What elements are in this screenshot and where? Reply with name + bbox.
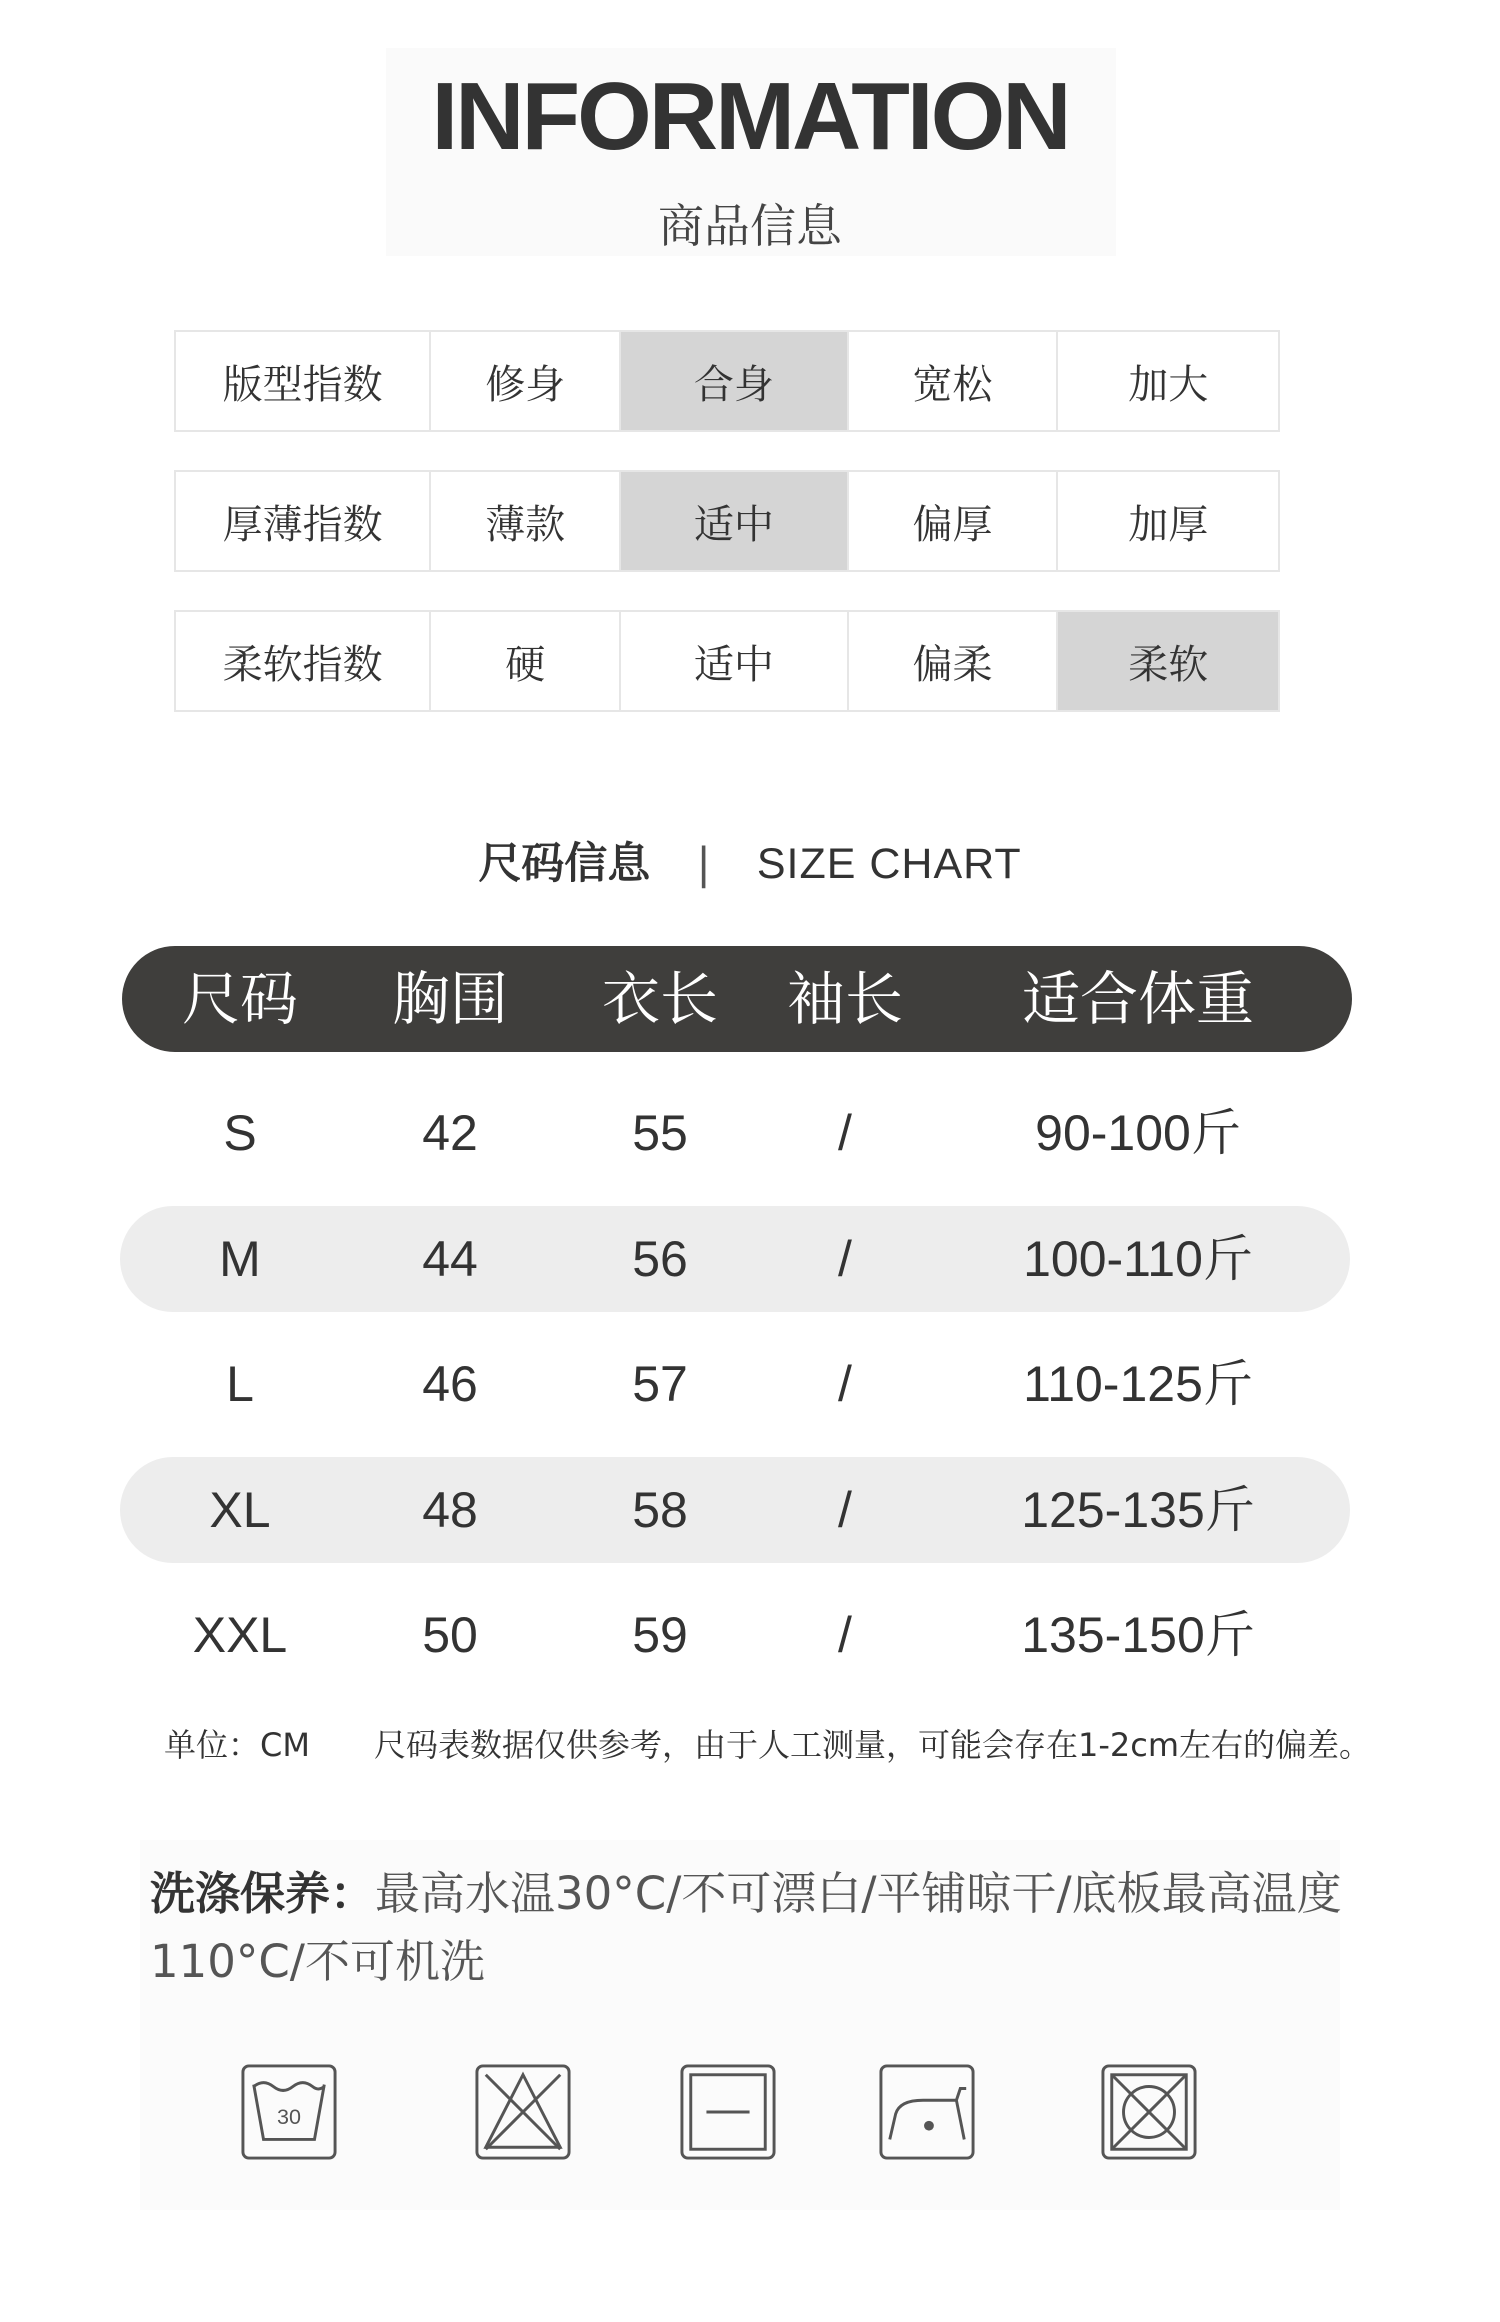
care-text: 最高水温30°C/不可漂白/平铺晾干/底板最高温度110°C/不可机洗: [150, 1867, 1342, 1988]
unit-note: 单位：CM: [164, 1726, 310, 1764]
index-option-selected: 柔软: [1056, 612, 1278, 710]
page-title: INFORMATION: [431, 63, 1069, 170]
size-chart-title-en: SIZE CHART: [756, 840, 1022, 888]
care-label: 洗涤保养：: [150, 1867, 376, 1920]
index-row: [174, 470, 1280, 572]
no-bleach-icon: [474, 2063, 572, 2161]
dry-flat-icon: [679, 2063, 777, 2161]
size-chart-title: [0, 830, 1500, 891]
index-row: [174, 610, 1280, 712]
index-option: 偏厚: [847, 472, 1057, 570]
table-cell: 46: [422, 1356, 478, 1412]
table-cell: L: [226, 1356, 254, 1412]
table-header-cell: 衣长: [601, 965, 718, 1033]
table-cell: /: [838, 1230, 852, 1287]
table-cell: 42: [422, 1105, 478, 1161]
index-label: 版型指数: [222, 361, 383, 408]
table-cell: 48: [422, 1481, 478, 1538]
table-cell: M: [219, 1230, 261, 1287]
table-cell: 56: [632, 1230, 688, 1287]
table-cell: 59: [632, 1607, 688, 1663]
index-option: 硬: [429, 612, 619, 710]
table-cell: /: [838, 1481, 852, 1538]
table-cell: /: [838, 1356, 852, 1412]
index-option: 薄款: [429, 472, 619, 570]
table-cell: /: [838, 1105, 852, 1161]
disclaimer-note: 尺码表数据仅供参考，由于人工测量，可能会存在1-2cm左右的偏差。: [374, 1726, 1372, 1764]
table-header-cell: 胸围: [391, 965, 508, 1033]
index-option: 偏柔: [847, 612, 1057, 710]
table-cell: 135-150斤: [1021, 1607, 1255, 1663]
table-cell: 100-110斤: [1023, 1230, 1253, 1287]
table-cell: 57: [632, 1356, 688, 1412]
table-cell: 58: [632, 1481, 688, 1538]
iron-medium-icon: [878, 2063, 976, 2161]
table-cell: 44: [422, 1230, 478, 1287]
index-row: [174, 330, 1280, 432]
no-machine-wash-icon: [1100, 2063, 1198, 2161]
table-cell: 50: [422, 1607, 478, 1663]
table-cell: XXL: [192, 1607, 288, 1663]
table-cell: S: [223, 1105, 257, 1161]
wash-temperature-text: 30: [277, 2103, 301, 2129]
size-chart-separator: |: [696, 839, 711, 889]
index-option: 加厚: [1056, 472, 1278, 570]
table-cell: 90-100斤: [1035, 1105, 1241, 1161]
index-option: 修身: [429, 332, 619, 430]
index-label: 柔软指数: [222, 641, 383, 688]
size-chart-title-cn: 尺码信息: [478, 839, 651, 889]
index-option: 适中: [619, 612, 847, 710]
table-cell: 110-125斤: [1023, 1356, 1253, 1412]
index-option-selected: 合身: [619, 332, 847, 430]
table-header-cell: 尺码: [181, 965, 298, 1033]
table-cell: XL: [209, 1481, 271, 1538]
page-subtitle: 商品信息: [658, 199, 842, 253]
table-header-cell: 适合体重: [1021, 965, 1254, 1033]
table-cell: 55: [632, 1105, 688, 1161]
index-option-selected: 适中: [619, 472, 847, 570]
index-option: 加大: [1056, 332, 1278, 430]
table-cell: 125-135斤: [1021, 1481, 1255, 1538]
table-header-cell: 袖长: [786, 965, 903, 1033]
table-cell: /: [838, 1607, 852, 1663]
index-label: 厚薄指数: [222, 501, 383, 548]
wash-30-icon: [240, 2063, 338, 2161]
care-instructions: [150, 1860, 1350, 1996]
index-option: 宽松: [847, 332, 1057, 430]
